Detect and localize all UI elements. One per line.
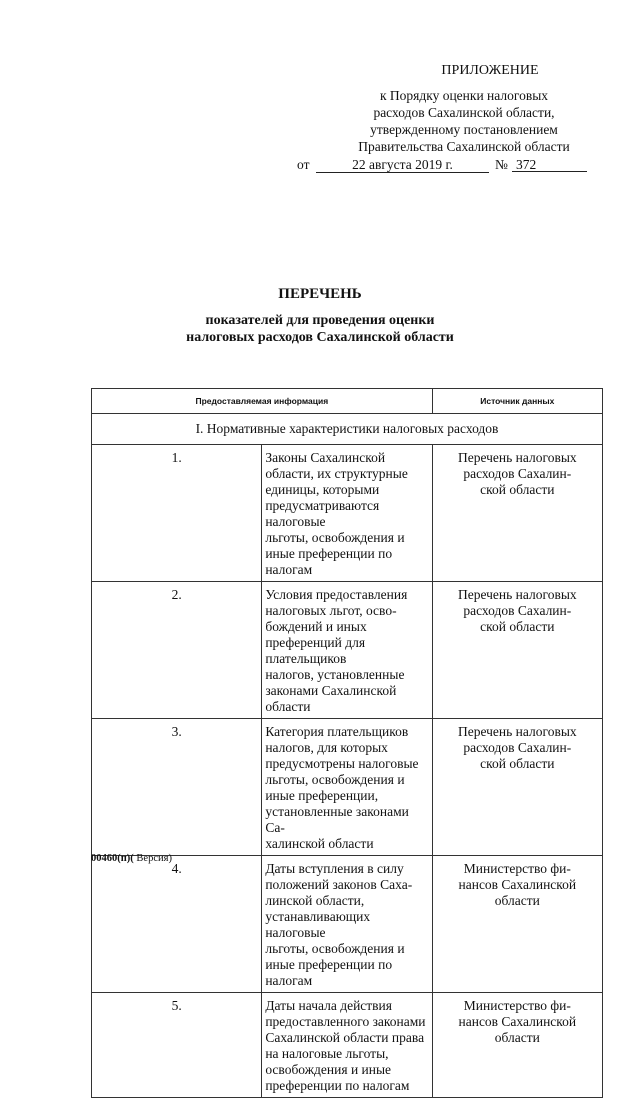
appendix-line: к Порядку оценки налоговых (379, 88, 549, 103)
section-title: I. Нормативные характеристики налоговых расходов (92, 414, 603, 445)
row-number: 5. (92, 993, 262, 1098)
source-line: Перечень налоговых (458, 450, 577, 465)
info-line: иные преференции, установленные законами Са- (265, 788, 409, 835)
source-line: нансов Сахалинской (458, 1014, 577, 1029)
source-line: расходов Сахалин- (463, 740, 572, 755)
source-line: области (494, 893, 540, 908)
table-row (92, 856, 603, 993)
info-line: Даты вступления в силу положений законов Саха- (265, 861, 413, 892)
row-source (432, 993, 602, 1098)
footer-code-text: 00460(п)( (91, 853, 134, 864)
appendix-heading: ПРИЛОЖЕНИЕ (441, 63, 539, 78)
info-line: Законы Сахалинской области, их структурные (265, 450, 408, 481)
decree-number: 372 (512, 156, 587, 172)
info-line: Категория плательщиков налогов, для которых (265, 724, 409, 755)
table-row (92, 445, 603, 582)
source-line: Перечень налоговых (458, 587, 577, 602)
footer-version: Версия) (133, 853, 172, 864)
number-label: № (495, 157, 508, 172)
info-line: налогов, установленные законами Сахалинской (265, 667, 405, 698)
row-info (262, 582, 432, 719)
info-line: области (265, 699, 311, 714)
decree-date-row (290, 156, 610, 174)
source-line: ской области (480, 619, 555, 634)
appendix-line: Правительства Сахалинской области (358, 139, 570, 154)
source-line: Министерство фи- (463, 998, 571, 1013)
info-line: льготы, освобождения и иные преференции по (265, 530, 405, 561)
table-row (92, 719, 603, 856)
source-line: ской области (480, 482, 555, 497)
table-row (92, 582, 603, 719)
info-line: предусмотрены налоговые льготы, освобождения и (265, 756, 419, 787)
row-number: 2. (92, 582, 262, 719)
row-source (432, 445, 602, 582)
source-line: нансов Сахалинской (458, 877, 577, 892)
decree-date: 22 августа 2019 г. (316, 156, 489, 173)
appendix-line: утвержденному постановлением (370, 122, 558, 137)
subtitle-line: налоговых расходов Сахалинской области (186, 330, 454, 345)
info-line: налогам (265, 562, 313, 577)
appendix-block (290, 62, 610, 174)
row-source (432, 719, 602, 856)
row-number: 3. (92, 719, 262, 856)
table-row (92, 993, 603, 1098)
document-subtitle (0, 312, 640, 346)
section-row (92, 414, 603, 445)
source-line: расходов Сахалин- (463, 466, 572, 481)
appendix-line: расходов Сахалинской области, (373, 105, 555, 120)
row-info (262, 719, 432, 856)
info-line: льготы, освобождения и иные преференции по (265, 941, 405, 972)
info-line: единицы, которыми предусматриваются налоговые (265, 482, 380, 529)
source-line: Министерство фи- (463, 861, 571, 876)
document-title: ПЕРЕЧЕНЬ (278, 286, 362, 302)
row-info (262, 856, 432, 993)
row-info (262, 445, 432, 582)
source-line: области (494, 1030, 540, 1045)
info-line: освобождения и иные преференции по налогам (265, 1062, 410, 1093)
source-line: Перечень налоговых (458, 724, 577, 739)
subtitle-line: показателей для проведения оценки (205, 313, 435, 328)
row-source (432, 856, 602, 993)
header-source: Источник данных (432, 389, 602, 414)
source-line: расходов Сахалин- (463, 603, 572, 618)
row-info (262, 993, 432, 1098)
info-line: Сахалинской области права на налоговые льготы, (265, 1030, 425, 1061)
from-label: от (297, 157, 310, 172)
info-line: халинской области (265, 836, 374, 851)
row-source (432, 582, 602, 719)
info-line: налогам (265, 973, 313, 988)
info-line: линской области, устанавливающих налоговые (265, 893, 371, 940)
info-line: Условия предоставления налоговых льгот, осво- (265, 587, 408, 618)
indicators-table (91, 388, 603, 1098)
row-number: 4. (92, 856, 262, 993)
header-info: Предоставляемая информация (92, 389, 433, 414)
source-line: ской области (480, 756, 555, 771)
table-header-row (92, 389, 603, 414)
info-line: Даты начала действия предоставленного законами (265, 998, 426, 1029)
footer-code (91, 853, 172, 864)
info-line: бождений и иных преференций для плательщиков (265, 619, 367, 666)
row-number: 1. (92, 445, 262, 582)
